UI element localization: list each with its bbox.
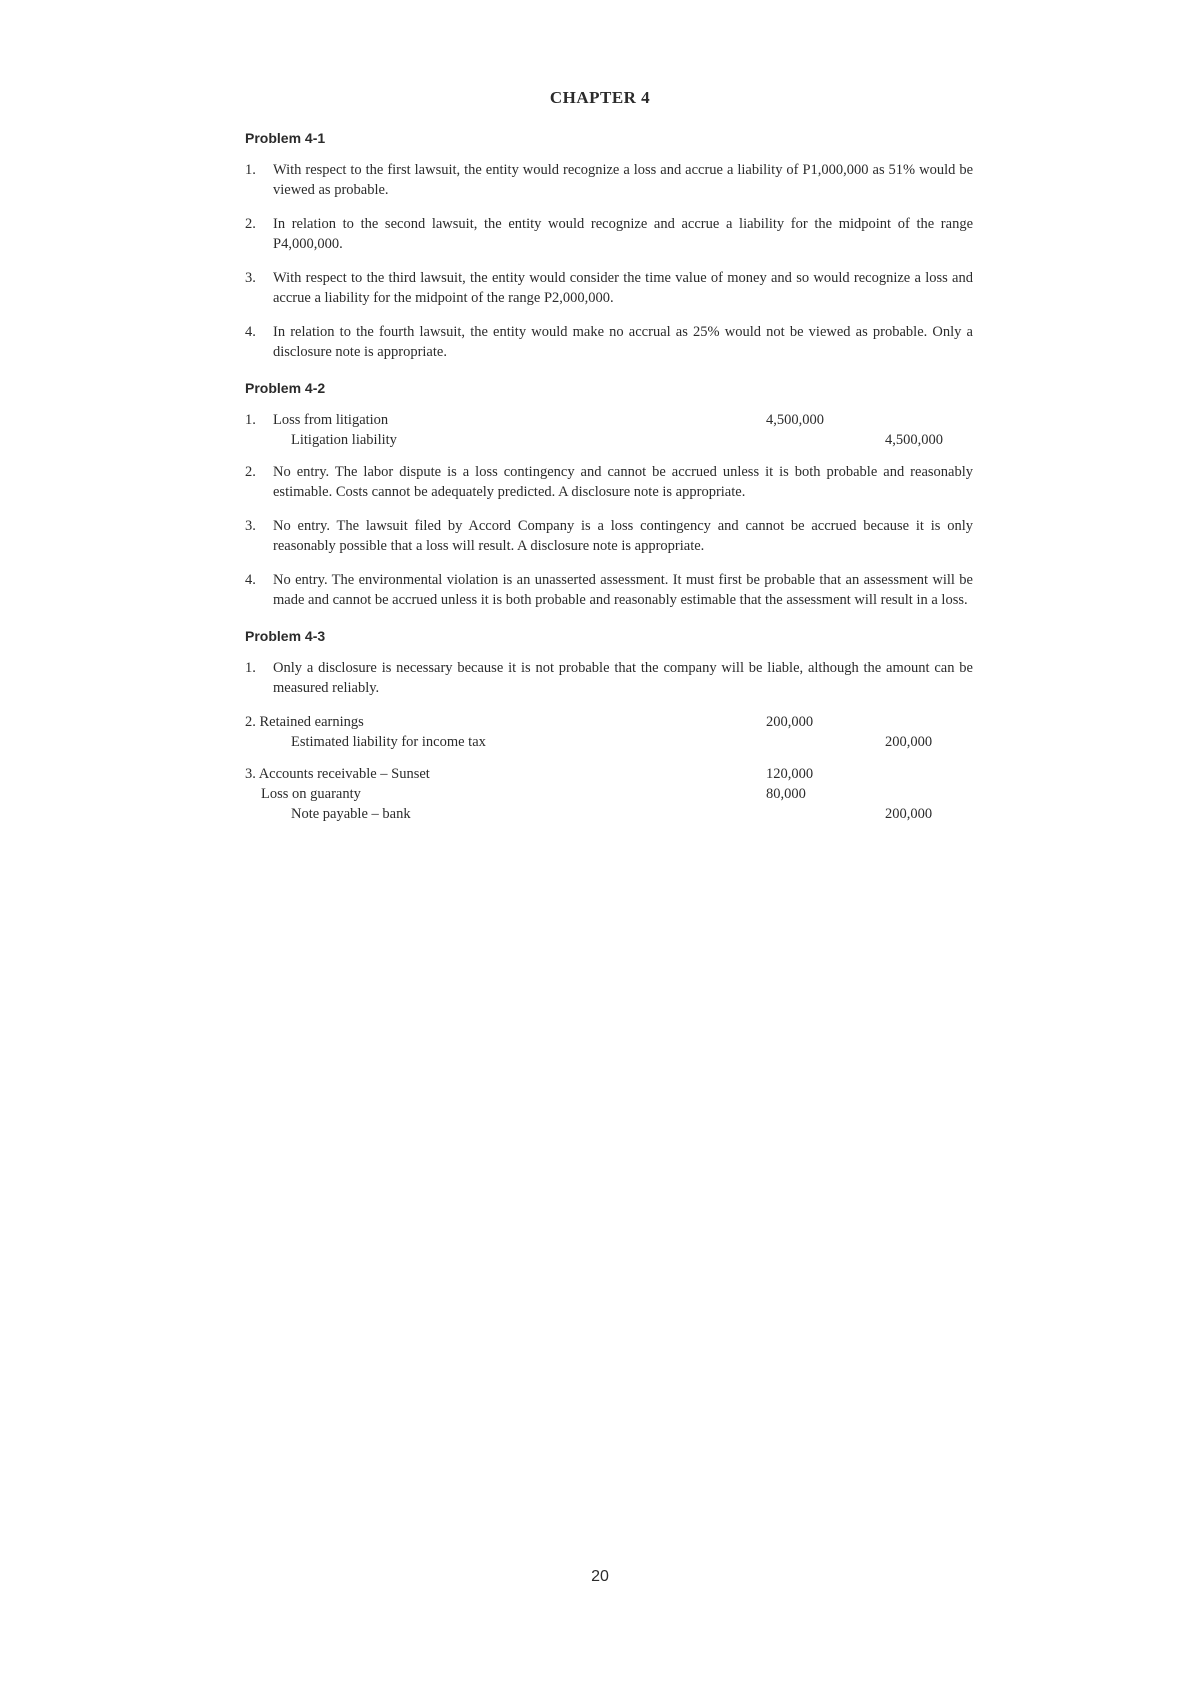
journal-entry: [245, 712, 973, 752]
entry-line-credit: [245, 804, 973, 824]
problem-4-3: [245, 626, 973, 824]
item-text: In relation to the second lawsuit, the entity would recognize and accrue a liability for the midpoint of the range P4,000,000.: [273, 216, 973, 252]
item-number: 4.: [245, 572, 256, 588]
item-number: 1.: [245, 162, 256, 178]
debit-account: 2. Retained earnings: [245, 714, 364, 730]
entry-line-debit: [245, 712, 973, 732]
list-item: [245, 516, 973, 556]
item-text: No entry. The labor dispute is a loss contingency and cannot be accrued unless it is both probable and reasonably estimable. Costs cannot be adequately predicted. A disclosure note is appropriate.: [273, 464, 973, 500]
problem-title: Problem 4-2: [245, 380, 326, 396]
debit-amount: 4,500,000: [766, 412, 824, 428]
problem-title: Problem 4-1: [245, 130, 326, 146]
list-item: [245, 268, 973, 308]
list-item: [245, 658, 973, 698]
item-number: 3.: [245, 518, 256, 534]
debit-amount: 80,000: [766, 786, 806, 802]
item-number: 4.: [245, 324, 256, 340]
list-item: [245, 322, 973, 362]
item-text: No entry. The lawsuit filed by Accord Company is a loss contingency and cannot be accrued because it is only reasonably possible that a loss will result. A disclosure note is appropriate.: [273, 518, 973, 554]
item-number: 3.: [245, 270, 256, 286]
credit-amount: 200,000: [885, 734, 933, 750]
item-number: 2.: [245, 216, 256, 232]
debit-amount: 200,000: [766, 714, 814, 730]
entry-line-credit: [245, 430, 973, 450]
debit-amount: 120,000: [766, 766, 814, 782]
item-text: With respect to the third lawsuit, the entity would consider the time value of money and so would recognize a loss and accrue a liability for the midpoint of the range P2,000,000.: [273, 270, 973, 306]
item-number: 1.: [245, 412, 256, 428]
chapter-title: CHAPTER 4: [549, 88, 651, 107]
item-number: 2.: [245, 464, 256, 480]
entry-line-debit: [245, 764, 973, 784]
entry-line-debit: [245, 410, 973, 430]
list-item: [245, 160, 973, 200]
problem-4-1: [245, 128, 973, 362]
journal-entry: [245, 410, 973, 450]
page-number: 20: [591, 1568, 609, 1585]
list-item: [245, 214, 973, 254]
credit-account: Litigation liability: [291, 432, 397, 448]
item-number: 1.: [245, 660, 256, 676]
problem-title: Problem 4-3: [245, 628, 326, 644]
credit-account: Note payable – bank: [291, 806, 411, 822]
debit-account: Loss from litigation: [273, 412, 389, 428]
page-content: [245, 128, 973, 840]
entry-line-credit: [245, 732, 973, 752]
item-text: Only a disclosure is necessary because it is not probable that the company will be liable, although the amount can be measured reliably.: [273, 660, 973, 696]
debit-account: Loss on guaranty: [261, 786, 361, 802]
credit-account: Estimated liability for income tax: [291, 734, 486, 750]
item-text: With respect to the first lawsuit, the entity would recognize a loss and accrue a liability of P1,000,000 as 51% would be viewed as probable.: [273, 162, 973, 198]
entry-line-debit: [245, 784, 973, 804]
journal-entry: [245, 764, 973, 824]
list-item: [245, 570, 973, 610]
list-item: [245, 462, 973, 502]
item-text: In relation to the fourth lawsuit, the entity would make no accrual as 25% would not be viewed as probable. Only a disclosure note is appropriate.: [273, 324, 973, 360]
debit-account: 3. Accounts receivable – Sunset: [245, 766, 430, 782]
credit-amount: 4,500,000: [885, 432, 943, 448]
item-text: No entry. The environmental violation is an unasserted assessment. It must first be probable that an assessment will be made and cannot be accrued unless it is both probable and reasonably estimable that the assessment will result in a loss.: [273, 572, 973, 608]
problem-4-2: [245, 378, 973, 610]
credit-amount: 200,000: [885, 806, 933, 822]
